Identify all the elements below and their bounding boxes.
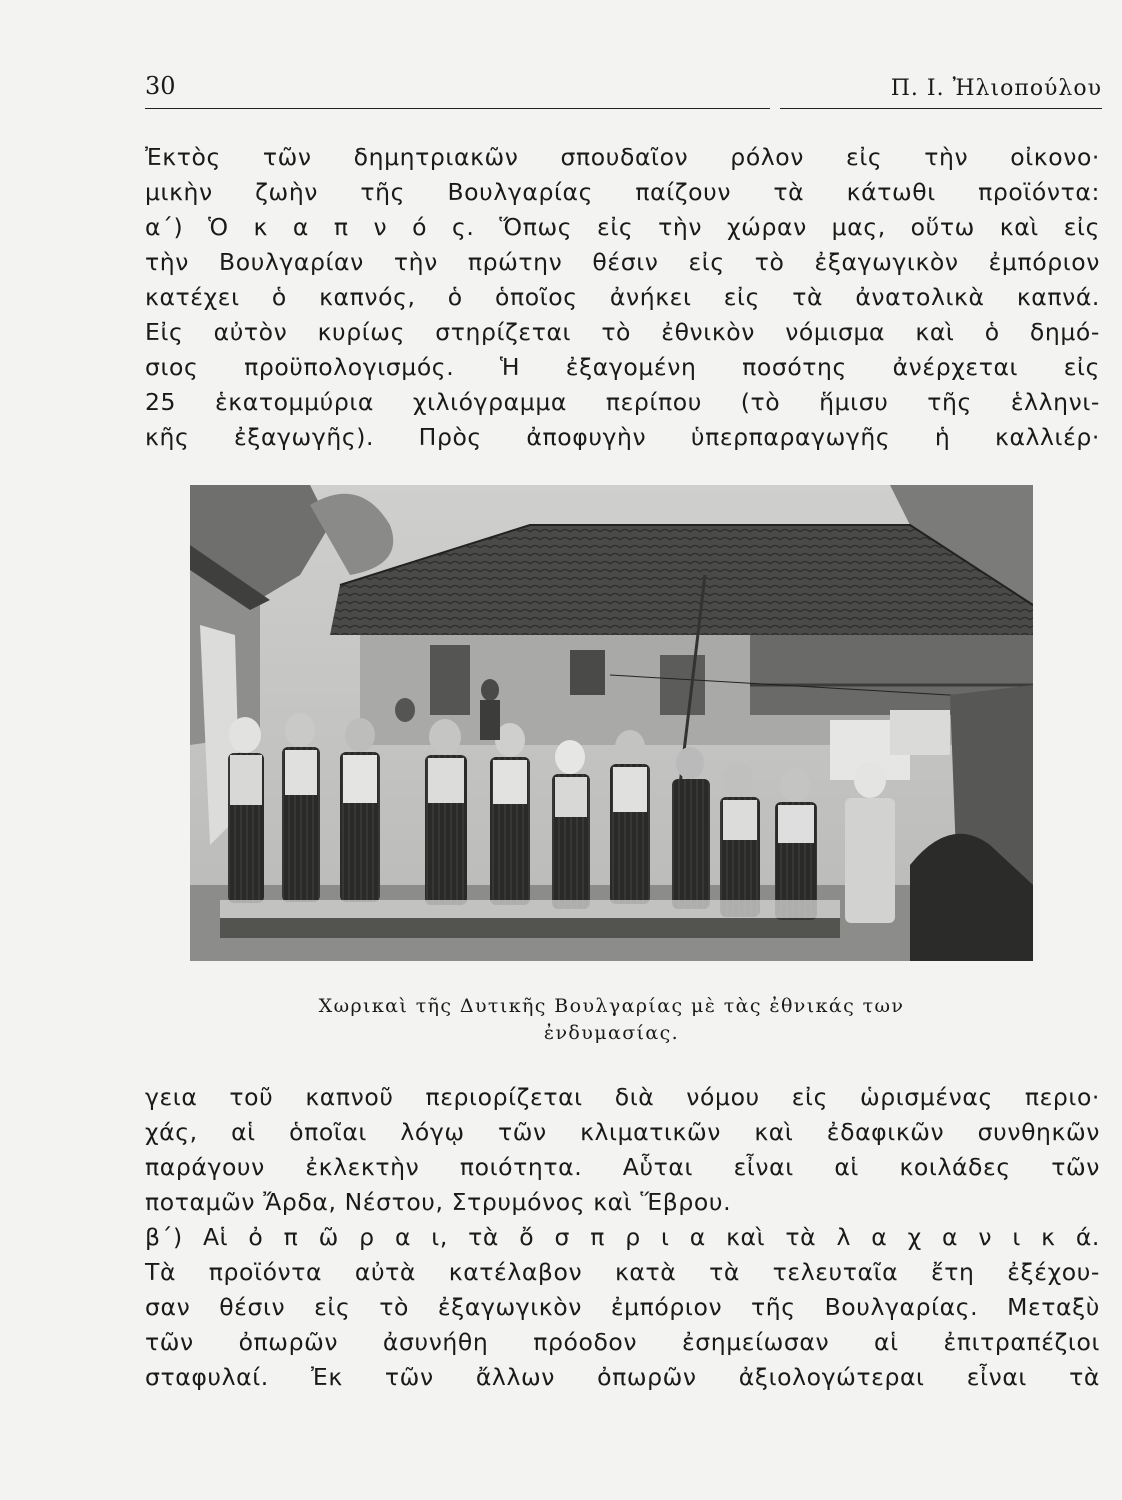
text-line: ποταμῶν Ἄρδα, Νέστου, Στρυμόνος καὶ Ἕβρου. bbox=[145, 1188, 732, 1216]
text-line: β΄) Αἱ ὀ π ῶ ρ α ι, τὰ ὄ σ π ρ ι α καὶ τὰ λ α χ α ν ι κ ά. bbox=[145, 1223, 1100, 1251]
page-number: 30 bbox=[145, 72, 176, 100]
figure-caption: Χωρικαὶ τῆς Δυτικῆς Βουλγαρίας μὲ τὰς ἐθνικάς των bbox=[318, 995, 905, 1017]
text-line: γεια τοῦ καπνοῦ περιορίζεται διὰ νόμου εἰς ὡρισμένας περιο· bbox=[145, 1083, 1100, 1111]
body-text-bottom bbox=[145, 1080, 1100, 1395]
text-line: τῶν ὀπωρῶν ἀσυνήθη πρόοδον ἐσημείωσαν αἱ ἐπιτραπέζιοι bbox=[145, 1328, 1100, 1356]
village-women-photo bbox=[190, 485, 1033, 961]
text-line: α΄) Ὁ κ α π ν ό ς. Ὅπως εἰς τὴν χώραν μας, οὕτω καὶ εἰς bbox=[145, 213, 1100, 241]
header-rule bbox=[780, 108, 1102, 109]
text-line: κῆς ἐξαγωγῆς). Πρὸς ἀποφυγὴν ὑπερπαραγωγῆς ἡ καλλιέρ· bbox=[145, 423, 1100, 451]
text-line: σιος προϋπολογισμός. Ἡ ἐξαγομένη ποσότης ἀνέρχεται εἰς bbox=[145, 353, 1100, 381]
text-line: σταφυλαί. Ἐκ τῶν ἄλλων ὀπωρῶν ἀξιολογώτεραι εἶναι τὰ bbox=[145, 1363, 1100, 1391]
text-line: 25 ἑκατομμύρια χιλιόγραμμα περίπου (τὸ ἥμισυ τῆς ἑλληνι- bbox=[145, 388, 1100, 416]
text-line: Ἐκτὸς τῶν δημητριακῶν σπουδαῖον ρόλον εἰς τὴν οἰκονο· bbox=[145, 143, 1100, 171]
text-line: Εἰς αὐτὸν κυρίως στηρίζεται τὸ ἐθνικὸν νόμισμα καὶ ὁ δημό- bbox=[145, 318, 1100, 346]
text-line: μικὴν ζωὴν τῆς Βουλγαρίας παίζουν τὰ κάτωθι προϊόντα: bbox=[145, 178, 1100, 206]
body-text-top bbox=[145, 140, 1100, 455]
figure-caption: ἐνδυμασίας. bbox=[543, 1022, 680, 1044]
text-line: τὴν Βουλγαρίαν τὴν πρώτην θέσιν εἰς τὸ ἐξαγωγικὸν ἐμπόριον bbox=[145, 248, 1100, 276]
text-line: παράγουν ἐκλεκτὴν ποιότητα. Αὗται εἶναι αἱ κοιλάδες τῶν bbox=[145, 1153, 1100, 1181]
text-line: Τὰ προϊόντα αὐτὰ κατέλαβον κατὰ τὰ τελευταῖα ἔτη ἐξέχου- bbox=[145, 1258, 1100, 1286]
text-line: σαν θέσιν εἰς τὸ ἐξαγωγικὸν ἐμπόριον τῆς Βουλγαρίας. Μεταξὺ bbox=[145, 1293, 1100, 1321]
header-rule bbox=[145, 108, 770, 109]
page-header bbox=[145, 70, 1102, 114]
text-line: κατέχει ὁ καπνός, ὁ ὁποῖος ἀνήκει εἰς τὰ ἀνατολικὰ καπνά. bbox=[145, 283, 1100, 311]
text-line: χάς, αἱ ὁποῖαι λόγῳ τῶν κλιματικῶν καὶ ἐδαφικῶν συνθηκῶν bbox=[145, 1118, 1100, 1146]
running-head: Π. Ι. Ἠλιοπούλου bbox=[890, 76, 1102, 101]
